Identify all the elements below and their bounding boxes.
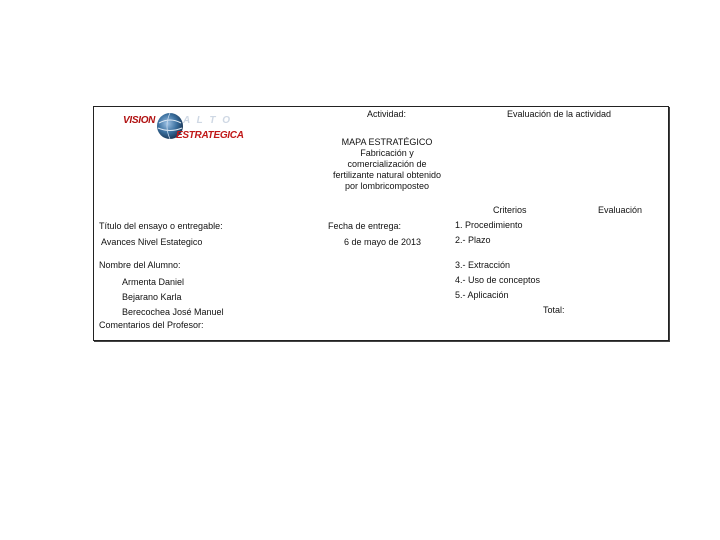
activity-title-line: comercialización de [347, 159, 427, 169]
criteria-item: 3.- Extracción [455, 260, 511, 270]
student-name: Bejarano Karla [122, 292, 182, 302]
deliverable-value: Avances Nivel Estategico [101, 237, 203, 247]
activity-title-line: MAPA ESTRATÉGICO [341, 137, 433, 147]
logo-word-vision: VISION [123, 115, 156, 126]
vision-estrategica-logo [123, 111, 247, 141]
actividad-label: Actividad: [367, 109, 407, 119]
logo-word-alto: A L T O [183, 115, 232, 126]
deliverable-label: Título del ensayo o entregable: [99, 221, 223, 231]
criteria-item: 2.- Plazo [455, 235, 491, 245]
due-date-label: Fecha de entrega: [328, 221, 402, 231]
activity-title-line: por lombricomposteo [344, 181, 430, 191]
comments-label: Comentarios del Profesor: [99, 320, 204, 330]
activity-title-line: Fabricación y [360, 148, 414, 158]
criteria-header: Criterios [493, 205, 527, 215]
evaluacion-actividad-label: Evaluación de la actividad [507, 109, 612, 119]
criteria-item: 5.- Aplicación [455, 290, 509, 300]
criteria-item: 4.- Uso de conceptos [455, 275, 541, 285]
student-name: Armenta Daniel [122, 277, 185, 287]
student-name: Berecochea José Manuel [122, 307, 224, 317]
criteria-item: 1. Procedimiento [455, 220, 523, 230]
activity-title [320, 137, 454, 192]
evaluation-form [93, 106, 669, 341]
logo-word-estrategica: ESTRATEGICA [176, 130, 244, 141]
total-label: Total: [543, 305, 565, 315]
students-label: Nombre del Alumno: [99, 260, 181, 270]
due-date-value: 6 de mayo de 2013 [344, 237, 422, 247]
evaluation-header: Evaluación [598, 205, 643, 215]
activity-title-line: fertilizante natural obtenido [332, 170, 442, 180]
